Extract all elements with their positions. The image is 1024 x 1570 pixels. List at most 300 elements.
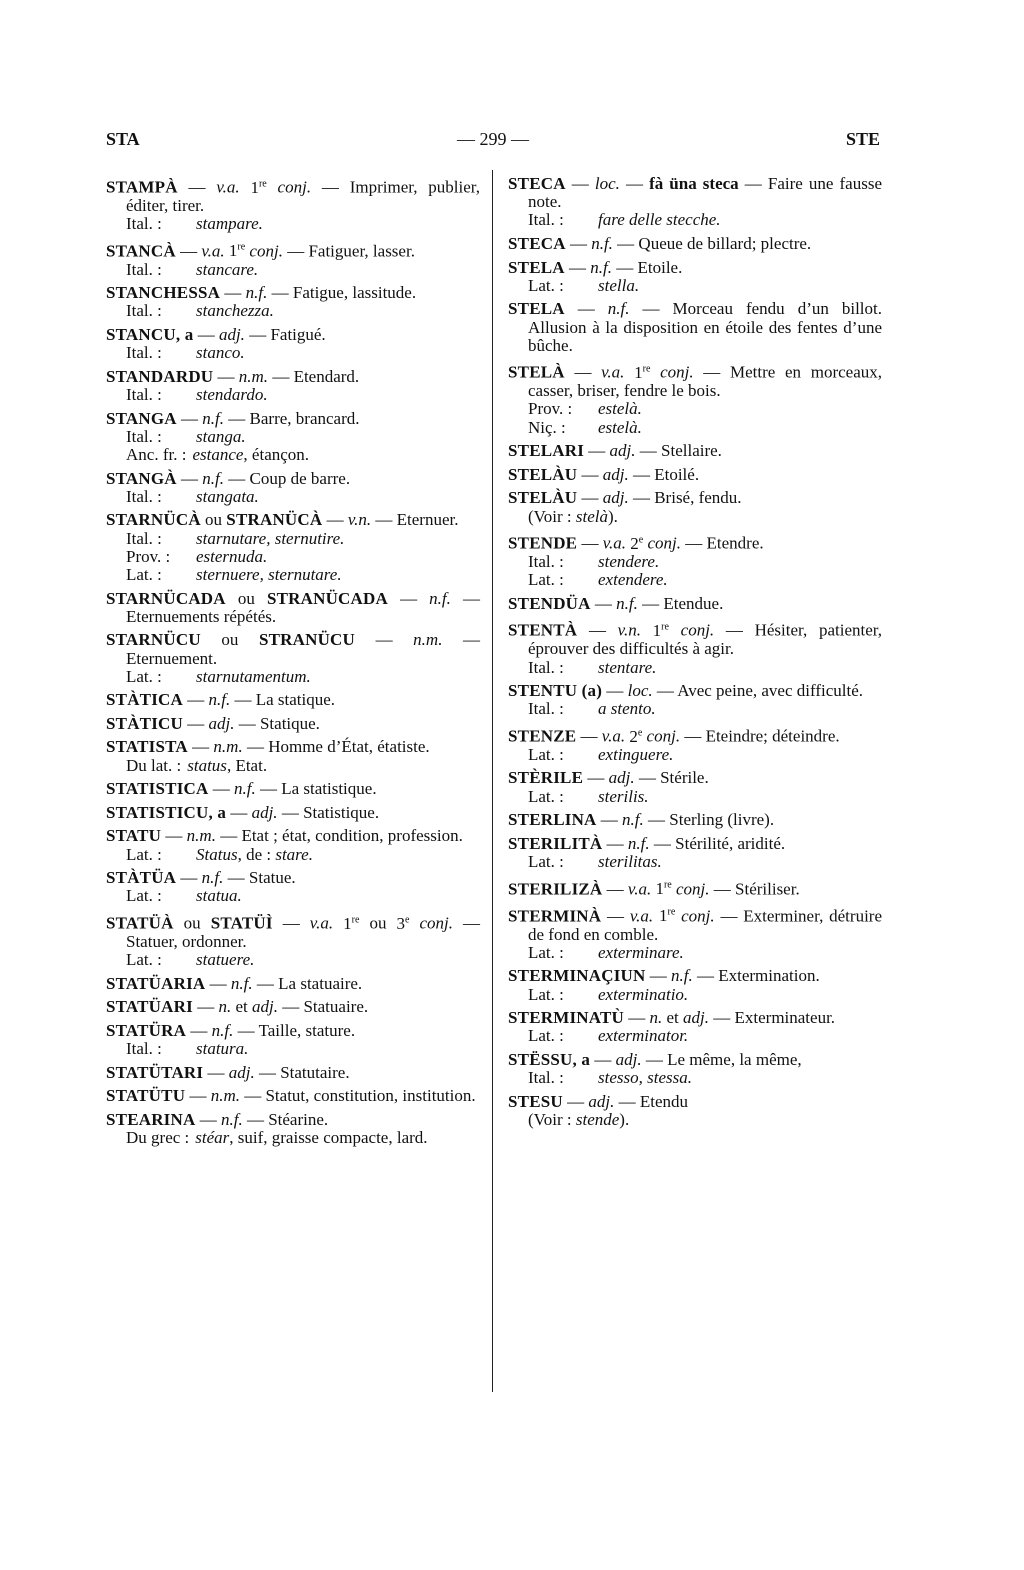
headword: STATÜRA — [106, 1020, 187, 1040]
part-of-speech: v.a. 1re conj. — [629, 906, 715, 926]
etymology-word: stanga. — [196, 426, 246, 446]
definition: Imprimer, publier, éditer, tirer. — [126, 177, 481, 215]
part-of-speech: adj. — [602, 488, 629, 508]
entry-definition-line: STANCÀ — v.a. 1re conj. — Fatiguer, lasser. — [106, 241, 415, 261]
part-of-speech: adj. — [218, 324, 245, 344]
dictionary-entry — [508, 595, 882, 613]
phrase: fà üna steca — [649, 174, 739, 193]
entry-definition-line: STARNÜCU ou STRANÜCU — n.m. — Eternuement. — [106, 630, 481, 668]
entry-definition-line: STANCU, a — adj. — Fatigué. — [106, 324, 326, 344]
part-of-speech: n.f. — [670, 966, 693, 986]
definition: Exterminateur. — [734, 1008, 836, 1028]
headword: STECA — [508, 234, 566, 253]
dictionary-entry — [508, 835, 882, 871]
definition: Stellaire. — [661, 441, 722, 461]
entry-definition-line: STENDÜA — n.f. — Etendue. — [508, 593, 724, 613]
headword: STESU — [508, 1091, 563, 1111]
etymology-label: Lat. : — [126, 666, 162, 686]
etymology-line — [508, 553, 882, 571]
headword: STATISTICU, a — [106, 802, 227, 822]
etymology-word: extendere. — [598, 570, 668, 590]
etymology-label: Prov. : — [126, 546, 171, 566]
etymology-value — [196, 302, 274, 320]
headword: STERILIZÀ — [508, 879, 603, 899]
dictionary-entry — [508, 811, 882, 829]
headword: STATÜTARI — [106, 1062, 204, 1082]
part-of-speech: n. et adj. — [649, 1008, 709, 1028]
etymology-value — [196, 951, 254, 969]
part-of-speech: n.f. — [616, 593, 638, 613]
definition: La statuaire. — [278, 973, 363, 993]
etymology-word: fare delle stecche. — [598, 210, 721, 230]
part-of-speech: adj. — [608, 768, 635, 788]
part-of-speech: v.a. 1re conj. — [216, 177, 312, 197]
entry-definition-line: STERMINAÇIUN — n.f. — Extermination. — [508, 966, 820, 986]
dictionary-entry — [106, 1087, 480, 1105]
definition: Eternuements répétés. — [126, 606, 277, 626]
etymology-gloss: , de : — [237, 844, 276, 864]
dictionary-entry — [106, 1022, 480, 1058]
etymology-word: stella. — [598, 275, 640, 295]
headword-variant: STRANÜCÀ — [226, 510, 323, 530]
entry-definition-line: STATÜARIA — n.f. — La statuaire. — [106, 973, 363, 993]
entry-definition-line: STÈRILE — adj. — Stérile. — [508, 768, 709, 788]
entry-definition-line: STARNÜCADA ou STRANÜCADA — n.f. — Eternuements répétés. — [106, 588, 481, 626]
headword: STARNÜCÀ — [106, 510, 201, 530]
dictionary-entry — [106, 284, 480, 320]
dictionary-entry — [106, 780, 480, 798]
entry-definition-line: STENDE — v.a. 2e conj. — Etendre. — [508, 533, 764, 553]
part-of-speech: n.f. — [591, 234, 613, 253]
dictionary-entry — [106, 869, 480, 905]
headword: STENZE — [508, 726, 577, 746]
etymology-line — [106, 488, 480, 506]
definition: Statut, constitution, institution. — [265, 1086, 476, 1106]
etymology-label: Ital. : — [126, 528, 162, 548]
running-head — [106, 129, 880, 153]
dictionary-entry — [508, 1093, 882, 1129]
dictionary-entry — [508, 175, 882, 230]
headword-variant: STRANÜCADA — [266, 588, 388, 608]
headword: STARNÜCADA — [106, 588, 226, 608]
entry-definition-line: STANCHESSA — n.f. — Fatigue, lassitude. — [106, 283, 417, 303]
etymology-line — [508, 571, 882, 589]
headword: STANCU, a — [106, 324, 194, 344]
headword-variant: STATÜÌ — [210, 913, 273, 933]
etymology-word: extinguere. — [598, 744, 674, 764]
definition: Fatiguer, lasser. — [308, 241, 415, 261]
definition: Stérile. — [660, 768, 709, 788]
part-of-speech: n.f. — [622, 810, 644, 830]
etymology-label: Ital. : — [126, 384, 162, 404]
etymology-value — [196, 428, 246, 446]
etymology-label: Ital. : — [528, 699, 564, 719]
etymology-value — [598, 746, 673, 764]
etymology-line — [106, 1129, 480, 1147]
entry-definition-line: STELA — n.f. — Morceau fendu d’un billot. Allusion à la disposition en étoile des fentes d’une bûche. — [508, 299, 883, 355]
part-of-speech: n.m. — [213, 737, 243, 757]
definition: Exterminer, détruire de fond en comble. — [528, 906, 882, 944]
definition: Extermination. — [718, 966, 820, 986]
cross-reference-target: stende — [575, 1110, 620, 1130]
etymology-line — [106, 951, 480, 969]
dictionary-entry — [508, 967, 882, 1003]
etymology-word: stampare. — [196, 214, 263, 234]
part-of-speech: v.a. 2e conj. — [601, 726, 681, 746]
etymology-word: stendardo. — [196, 384, 268, 404]
etymology-value — [598, 700, 656, 718]
entry-definition-line: STERMINATÙ — n. et adj. — Exterminateur. — [508, 1008, 836, 1028]
entry-definition-line: STARNÜCÀ ou STRANÜCÀ — v.n. — Eternuer. — [106, 510, 459, 530]
etymology-word: estance — [192, 444, 244, 464]
dictionary-entry — [106, 998, 480, 1016]
etymology-value — [196, 846, 313, 864]
etymology-word: statua. — [196, 886, 242, 906]
etymology-label: Lat. : — [528, 744, 564, 764]
headword: STATU — [106, 826, 162, 846]
definition: Queue de billard; plectre. — [638, 234, 812, 253]
etymology-label: Lat. : — [528, 942, 564, 962]
dictionary-entry — [508, 466, 882, 484]
dictionary-entry — [106, 175, 480, 233]
etymology-line — [106, 757, 480, 775]
etymology-line — [106, 302, 480, 320]
definition: Etat ; état, condition, profession. — [241, 826, 463, 846]
etymology-line — [106, 566, 480, 584]
dictionary-entry — [106, 975, 480, 993]
headword: STANCÀ — [106, 241, 176, 261]
definition: Barre, brancard. — [249, 408, 360, 428]
part-of-speech: adj. — [615, 1050, 642, 1070]
definition: Sterling (livre). — [669, 810, 775, 830]
etymology-label: Lat. : — [126, 844, 162, 864]
headword: STELA — [508, 257, 565, 277]
etymology-label: Anc. fr. : — [126, 444, 187, 464]
etymology-line — [508, 211, 882, 229]
entry-definition-line: STELA — n.f. — Etoile. — [508, 257, 683, 277]
headword: STATÜTU — [106, 1086, 186, 1106]
etymology-value — [598, 277, 639, 295]
entry-definition-line: STATÜTU — n.m. — Statut, constitution, institution. — [106, 1086, 476, 1106]
etymology-value — [598, 986, 688, 1004]
etymology-value — [598, 944, 684, 962]
entry-definition-line: STECA — n.f. — Queue de billard; plectre. — [508, 234, 812, 253]
definition: Avec peine, avec difficulté. — [677, 681, 864, 701]
part-of-speech: n.f. — [202, 408, 225, 428]
etymology-label: Lat. : — [528, 570, 564, 590]
entry-definition-line: STÀTICU — adj. — Statique. — [106, 713, 320, 733]
etymology-line — [508, 986, 882, 1004]
etymology-label: Ital. : — [126, 486, 162, 506]
definition: Etendard. — [293, 366, 360, 386]
etymology-label: Du grec : — [126, 1128, 190, 1148]
headword: STERILITÀ — [508, 833, 603, 853]
cross-reference: (Voir : stelà). — [528, 506, 618, 526]
column-divider — [492, 170, 493, 1392]
headword: STANGÀ — [106, 468, 177, 488]
dictionary-entry — [106, 1111, 480, 1147]
part-of-speech: n.f. — [211, 1020, 234, 1040]
etymology-value — [598, 211, 721, 229]
etymology-label: Ital. : — [126, 343, 162, 363]
dictionary-entry — [106, 590, 480, 626]
etymology-label: Ital. : — [126, 1039, 162, 1059]
part-of-speech: n.f. — [230, 973, 253, 993]
etymology-value — [196, 566, 342, 584]
headword: STENDÜA — [508, 593, 591, 613]
etymology-label: Lat. : — [126, 950, 162, 970]
etymology-line — [106, 548, 480, 566]
headword: STATISTA — [106, 737, 188, 757]
etymology-label: Lat. : — [126, 564, 162, 584]
part-of-speech: n.f. — [220, 1109, 243, 1129]
dictionary-entry — [508, 360, 882, 436]
definition: La statistique. — [281, 779, 377, 799]
etymology-label: Ital. : — [528, 210, 564, 230]
entry-definition-line: STATISTICA — n.f. — La statistique. — [106, 779, 377, 799]
definition: Stéarine. — [268, 1109, 329, 1129]
definition: Morceau fendu d’un billot. Allusion à la disposition en étoile des fentes d’une bûche. — [528, 299, 883, 355]
etymology-word: starnutamentum. — [196, 666, 311, 686]
etymology-label: Lat. : — [528, 786, 564, 806]
headword: STERLINA — [508, 810, 597, 830]
definition: Le même, la même, — [667, 1050, 802, 1070]
etymology-value — [598, 853, 662, 871]
etymology-value — [598, 788, 649, 806]
etymology-word: exterminare. — [598, 942, 684, 962]
dictionary-entry — [106, 511, 480, 584]
dictionary-entry — [106, 326, 480, 362]
headword: STANGA — [106, 408, 177, 428]
etymology-label: Ital. : — [528, 1068, 564, 1088]
entry-definition-line: STËSSU, a — adj. — Le même, la même, — [508, 1050, 802, 1070]
etymology-label: Ital. : — [126, 301, 162, 321]
etymology-label: Lat. : — [528, 1026, 564, 1046]
etymology-value — [598, 1027, 688, 1045]
part-of-speech: n. et adj. — [218, 997, 278, 1017]
etymology-word: a stento. — [598, 699, 656, 719]
dictionary-entry — [508, 1051, 882, 1087]
etymology-line — [106, 386, 480, 404]
entry-definition-line: STECA — loc. — fà üna steca — Faire une fausse note. — [508, 174, 882, 212]
etymology-word: stancare. — [196, 259, 259, 279]
headword: STERMINÀ — [508, 906, 602, 926]
dictionary-entry — [508, 724, 882, 764]
etymology-line — [106, 668, 480, 686]
definition: Stériliser. — [735, 879, 800, 899]
definition: Faire une fausse note. — [528, 174, 882, 212]
headword: STENTU (a) — [508, 681, 603, 701]
headword: STEARINA — [106, 1109, 196, 1129]
etymology-label: Ital. : — [528, 657, 564, 677]
entry-definition-line: STATISTICU, a — adj. — Statistique. — [106, 802, 380, 822]
headword: STATÜÀ — [106, 913, 174, 933]
etymology-word: stendere. — [598, 552, 660, 572]
etymology-line — [106, 446, 480, 464]
part-of-speech: adj. — [228, 1062, 255, 1082]
dictionary-entry — [508, 259, 882, 295]
etymology-word: status — [187, 755, 227, 775]
etymology-value — [192, 445, 309, 464]
headword: STENDE — [508, 533, 578, 553]
part-of-speech: v.n. — [347, 510, 372, 530]
part-of-speech: adj. — [602, 464, 629, 484]
definition: Brisé, fendu. — [654, 488, 742, 508]
part-of-speech: n.m. — [186, 826, 216, 846]
dictionary-entry — [106, 738, 480, 774]
etymology-word: stéar — [195, 1128, 230, 1148]
definition: Stérilité, aridité. — [675, 833, 786, 853]
etymology-label: Lat. : — [528, 984, 564, 1004]
etymology-value — [196, 344, 245, 362]
entry-definition-line: STERLINA — n.f. — Sterling (livre). — [508, 810, 775, 830]
etymology-line — [106, 887, 480, 905]
etymology-word: stentare. — [598, 657, 657, 677]
etymology-label: Ital. : — [126, 259, 162, 279]
headword: STARNÜCU — [106, 630, 201, 650]
dictionary-entry — [508, 531, 882, 589]
headword: STELARI — [508, 441, 585, 461]
entry-definition-line: STANDARDU — n.m. — Etendard. — [106, 366, 360, 386]
dictionary-entry — [508, 769, 882, 805]
etymology-value — [598, 1069, 692, 1087]
etymology-value — [196, 488, 259, 506]
dictionary-entry — [508, 904, 882, 962]
etymology-line — [106, 1040, 480, 1058]
etymology-word: stanchezza. — [196, 301, 274, 321]
definition: Hésiter, patienter, éprouver des difficultés à agir. — [528, 621, 882, 659]
etymology-word: stangata. — [196, 486, 259, 506]
etymology-value — [196, 530, 344, 548]
etymology-line — [508, 788, 882, 806]
entry-definition-line: STEARINA — n.f. — Stéarine. — [106, 1109, 329, 1129]
headword: STELÀU — [508, 464, 578, 484]
etymology-word: sterilitas. — [598, 851, 662, 871]
cross-reference: (Voir : stende). — [528, 1110, 630, 1130]
dictionary-entry — [106, 1064, 480, 1082]
entry-definition-line: STERILIZÀ — v.a. 1re conj. — Stériliser. — [508, 879, 800, 899]
definition: Statuaire. — [303, 997, 369, 1017]
etymology-value — [598, 553, 659, 571]
left-column — [106, 175, 480, 1153]
entry-definition-line: STERMINÀ — v.a. 1re conj. — Exterminer, détruire de fond en comble. — [508, 906, 882, 944]
etymology-line — [106, 530, 480, 548]
part-of-speech: loc. — [594, 174, 620, 193]
part-of-speech: n.f. — [208, 690, 231, 710]
entry-definition-line: STATÜRA — n.f. — Taille, stature. — [106, 1020, 356, 1040]
etymology-word: stare. — [275, 844, 313, 864]
headword: STÈRILE — [508, 768, 584, 788]
etymology-value — [196, 548, 267, 566]
entry-definition-line: STELÀU — adj. — Brisé, fendu. — [508, 488, 742, 508]
part-of-speech: v.a. 1re ou 3e conj. — [309, 913, 453, 933]
part-of-speech: adj. — [588, 1091, 615, 1111]
etymology-value — [598, 571, 668, 589]
etymology-line — [106, 846, 480, 864]
etymology-label: Ital. : — [126, 426, 162, 446]
etymology-word: esternuda. — [196, 546, 268, 566]
etymology-label: Lat. : — [528, 275, 564, 295]
etymology-value — [196, 386, 268, 404]
headword: STELÀ — [508, 363, 565, 383]
entry-definition-line: STATÜÀ ou STATÜÌ — v.a. 1re ou 3e conj. — Statuer, ordonner. — [106, 913, 481, 951]
entry-definition-line: STATU — n.m. — Etat ; état, condition, profession. — [106, 826, 463, 846]
etymology-line — [508, 853, 882, 871]
dictionary-entry — [106, 691, 480, 709]
dictionary-entry — [106, 827, 480, 863]
definition: Statutaire. — [280, 1062, 350, 1082]
headword: STANCHESSA — [106, 283, 221, 303]
definition: Etoile. — [637, 257, 683, 277]
entry-definition-line: STÀTÜA — n.f. — Statue. — [106, 868, 296, 888]
etymology-word: stanco. — [196, 343, 245, 363]
part-of-speech: n.m. — [210, 1086, 240, 1106]
part-of-speech: v.a. 1re conj. — [627, 879, 710, 899]
etymology-line — [508, 1027, 882, 1045]
etymology-line — [106, 428, 480, 446]
etymology-gloss: , suif, graisse compacte, lard. — [229, 1128, 428, 1148]
part-of-speech: v.a. 1re conj. — [601, 363, 694, 383]
definition: Etendre. — [706, 533, 764, 553]
part-of-speech: n.f. — [245, 283, 268, 303]
headword: STELA — [508, 299, 565, 319]
definition: Statistique. — [303, 802, 380, 822]
definition: Statuer, ordonner. — [126, 931, 247, 951]
part-of-speech: n.f. — [627, 833, 650, 853]
dictionary-entry — [508, 877, 882, 899]
headword: STATISTICA — [106, 779, 209, 799]
etymology-word: stesso, stessa. — [598, 1068, 692, 1088]
definition: La statique. — [255, 690, 336, 710]
entry-definition-line: STÀTICA — n.f. — La statique. — [106, 690, 336, 710]
headword: STERMINAÇIUN — [508, 966, 646, 986]
dictionary-entry — [106, 470, 480, 506]
etymology-gloss: , étançon. — [243, 444, 310, 464]
headword: STECA — [508, 174, 566, 193]
etymology-word: estelà. — [598, 417, 642, 437]
etymology-label: Ital. : — [528, 552, 564, 572]
headword: STÀTÜA — [106, 868, 177, 888]
part-of-speech: n.f. — [233, 779, 256, 799]
part-of-speech: n.f. — [202, 468, 225, 488]
etymology-value — [196, 215, 263, 233]
definition: Etendu — [639, 1091, 689, 1111]
entry-definition-line: STATISTA — n.m. — Homme d’État, étatiste. — [106, 737, 430, 757]
etymology-line — [508, 1069, 882, 1087]
running-head-right: STE — [845, 129, 880, 149]
etymology-word: sternuere, sternutare. — [196, 564, 342, 584]
headword: STAMPÀ — [106, 177, 178, 197]
dictionary-entry — [508, 489, 882, 525]
etymology-line — [106, 344, 480, 362]
part-of-speech: adj. — [208, 713, 235, 733]
etymology-word: starnutare, sternutire. — [196, 528, 345, 548]
etymology-value — [196, 887, 242, 905]
dictionary-entry — [508, 682, 882, 718]
entry-definition-line: STANGÀ — n.f. — Coup de barre. — [106, 468, 351, 488]
etymology-word: estelà. — [598, 399, 642, 419]
part-of-speech: loc. — [627, 681, 653, 701]
part-of-speech: n.f. — [590, 257, 612, 277]
etymology-line — [508, 659, 882, 677]
etymology-word: statuere. — [196, 950, 255, 970]
entry-definition-line: STENTÀ — v.n. 1re conj. — Hésiter, patienter, éprouver des difficultés à agir. — [508, 621, 882, 659]
etymology-value — [196, 261, 258, 279]
dictionary-entry — [508, 618, 882, 676]
headword: STATÜARIA — [106, 973, 206, 993]
etymology-word: exterminatio. — [598, 984, 689, 1004]
part-of-speech: adj. — [609, 441, 636, 461]
